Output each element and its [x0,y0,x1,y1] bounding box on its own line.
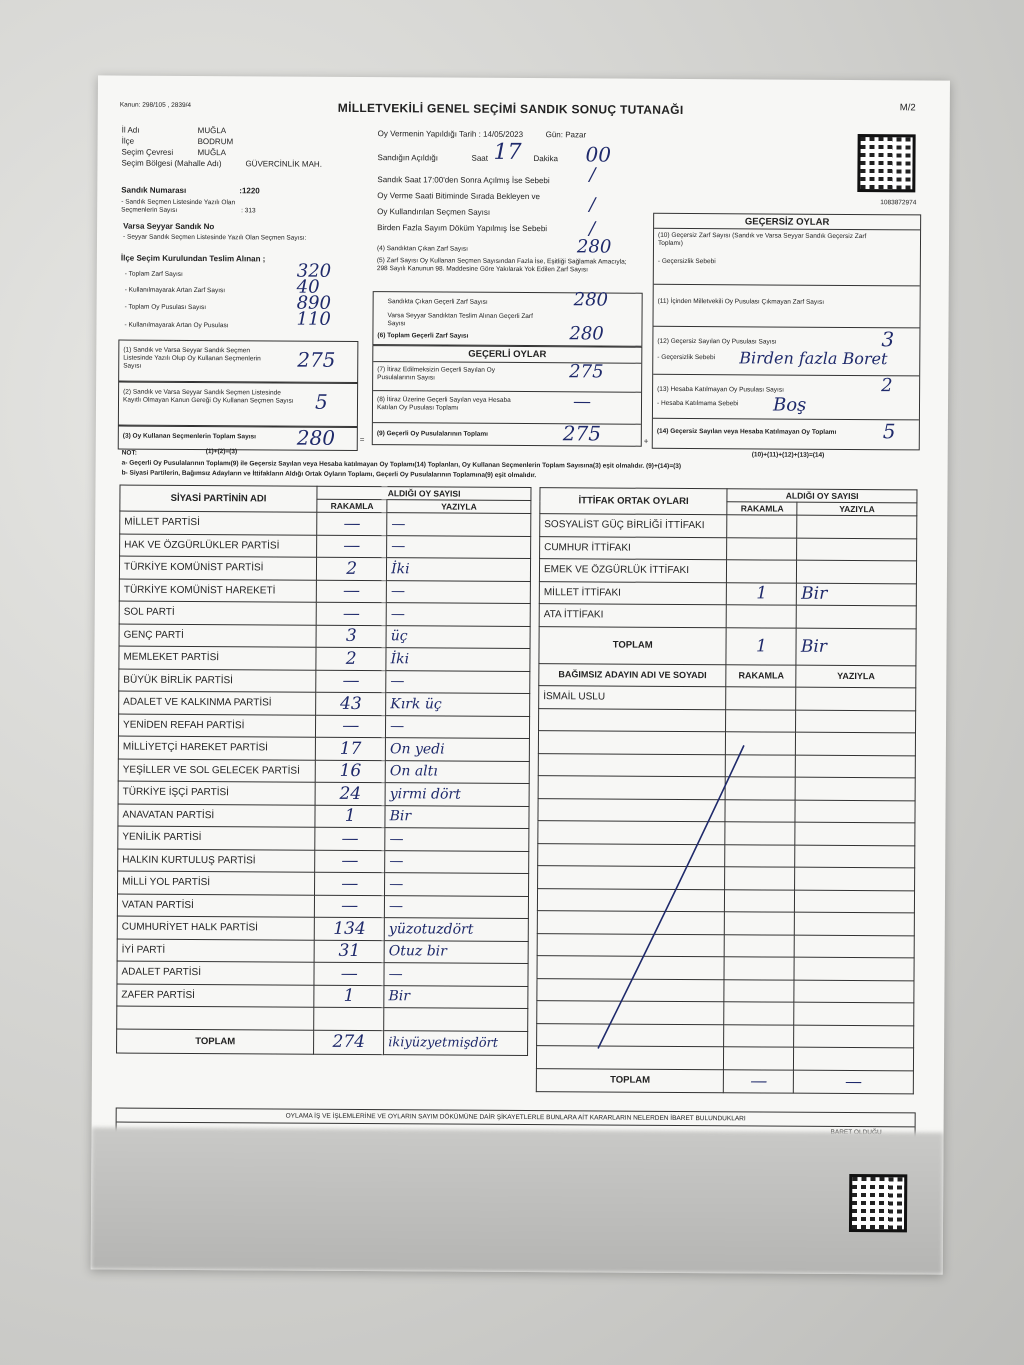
alliance-name: CUMHUR İTTİFAKI [540,536,728,560]
party-col-name: SİYASİ PARTİNİN ADI [120,485,317,512]
q-kullandirilan: Oy Kullandırılan Seçmen Sayısı [377,207,491,217]
indep-empty-cell [796,732,916,755]
q13-sebep-label: - Hesaba Katılmama Sebebi [656,399,739,408]
indep-empty-cell [795,800,915,823]
party-row [117,1006,528,1031]
formula-left: (1)+(2)=(3) [205,448,238,456]
q4-label: (4) Sandıktan Çıkan Zarf Sayısı [376,245,469,253]
indep-votes-num [726,687,796,710]
party-name [117,1006,314,1030]
party-name: VATAN PARTİSİ [117,894,314,918]
party-votes-num: 17 [316,737,386,760]
gecerli-oylar-box [372,345,643,447]
party-votes-num: 134 [314,917,384,940]
party-row [119,669,530,694]
q7-label: (7) İtiraz Edilmeksizin Geçerli Sayılan Oy Pusulalarının Sayısı [377,366,496,382]
gecersiz-title: GEÇERSİZ OYLAR [744,216,830,228]
party-row [119,601,530,626]
count-value-1: 275 [297,347,336,372]
party-votes-num: — [317,512,387,535]
party-votes-num: — [315,827,385,850]
sandik-label: Sandık Numarası [121,185,187,195]
party-votes-text: — [386,603,530,626]
count-label-1: (1) Sandık ve Varsa Seyyar Sandık Seçmen Listesinde Yazılı Olup Oy Kullanan Seçmenlerin Sayısı [123,346,261,370]
indep-empty-cell [794,935,914,958]
party-name: MİLLİYETÇİ HAREKET PARTİSİ [118,736,315,760]
alliance-votes-num [727,537,797,560]
count-value-3: 280 [296,425,336,450]
party-votes-text: İki [387,558,531,581]
q12-sebep: Birden fazla Boret [739,348,888,369]
alliance-votes-num [727,515,797,538]
party-votes-text [384,1008,528,1031]
alliance-name: MİLLET İTTİFAKI [539,581,727,605]
alliance-votes-text [796,605,916,628]
dakika-label: Dakika [533,154,558,164]
q7-value: 275 [569,361,604,383]
party-name: HAK VE ÖZGÜRLÜKLER PARTİSİ [120,534,317,558]
saat-value: 17 [493,139,522,165]
party-col-num: RAKAMLA [317,499,387,512]
party-row [120,511,531,536]
plus-sign: + [643,436,649,446]
party-votes-num: 2 [317,557,387,580]
teslim-label-1: - Kullanılmayarak Artan Zarf Sayısı [124,286,226,295]
count-label-2: (2) Sandık ve Varsa Seyyar Sandık Seçmen Listesinde Kayıtlı Olmayan Kanun Gereği Oy Kullanan Seçmen Sayısı [123,388,294,405]
alliance-row [540,514,917,539]
bolge-value: GÜVERCİNLİK MAH. [245,159,322,169]
indep-col-name: BAĞIMSIZ ADAYIN ADI VE SOYADI [539,663,727,687]
q9-label: (9) Geçerli Oy Pusulalarının Toplamı [376,430,488,438]
party-votes-num: — [317,580,387,603]
count-box-1 [118,340,358,383]
party-total-num: 274 [314,1030,384,1054]
kanun-ref: Kanun: 298/105 , 2839/4 [119,101,192,109]
indep-col-text: YAZIYLA [796,665,916,688]
party-votes-text: yirmi dört [385,783,529,806]
party-votes-num: — [316,715,386,738]
party-votes-num [314,1007,384,1030]
party-name: SOL PARTİ [119,601,316,625]
alliance-col-num: RAKAMLA [727,502,797,515]
il-label: İl Adı [121,125,140,135]
party-name: TÜRKİYE KOMÜNİST HAREKETİ [119,579,316,603]
party-name: TÜRKİYE KOMÜNİST PARTİSİ [119,556,316,580]
q6-value: 280 [569,323,604,345]
party-votes-num: 2 [316,647,386,670]
party-votes-num: 43 [316,692,386,715]
a-sayim: / [589,218,596,240]
blurred-signatures [91,1127,944,1274]
liste-label: - Sandık Seçmen Listesinde Yazılı Olan Seçmenlerin Sayısı [121,198,236,214]
teslim-label-0: - Toplam Zarf Sayısı [124,270,183,278]
indep-name: İSMAİL USLU [539,686,727,710]
party-name: MİLLET PARTİSİ [120,511,317,535]
indep-empty-cell [796,755,916,778]
alliance-name: ATA İTTİFAKI [539,604,727,628]
party-row [119,556,530,581]
indep-empty-cell [539,708,727,732]
party-votes-text: — [386,715,530,738]
alliance-row [539,581,916,606]
barcode-number: 1083872974 [880,199,917,207]
q13-sebep: Boş [772,394,807,416]
alliance-name: SOSYALİST GÜÇ BİRLİĞİ İTTİFAKI [540,514,728,538]
gecerli-zarf-box [372,291,642,347]
note-label: NOT: [121,449,137,457]
party-votes-text: On altı [385,760,529,783]
party-name: YEŞİLLER VE SOL GELECEK PARTİSİ [118,759,315,783]
q12-sebep-label: - Geçersizlik Sebebi [657,353,716,362]
seyyar-label: Varsa Seyyar Sandık No [123,221,215,232]
indep-empty-cell [796,710,916,733]
party-votes-text: yüzotuzdört [384,918,528,941]
alliance-total-num: 1 [726,627,796,664]
cevre-value: MUĞLA [197,148,227,158]
saat-label: Saat [471,153,489,163]
a-sebep1: / [589,164,596,186]
party-name: MİLLİ YOL PARTİSİ [118,871,315,895]
indep-row [539,686,916,711]
teslim-label-2: - Toplam Oy Pusulası Sayısı [124,303,207,312]
q-bekleyen: Oy Verme Saati Bitiminde Sırada Bekleyen ve [377,191,541,202]
party-votes-num: — [317,535,387,558]
q12-label: (12) Geçersiz Sayılan Oy Pusulası Sayısı [657,337,777,346]
count-box-2 [118,382,358,427]
party-votes-num: — [315,895,385,918]
indep-empty-cell [795,912,915,935]
acildigi-label: Sandığın Açıldığı [377,153,439,163]
il-value: MUĞLA [197,126,227,136]
party-votes-num: — [314,962,384,985]
indep-votes-text [796,687,916,710]
teslim-label-3: - Kullanılmayarak Artan Oy Pusulası [124,321,229,330]
q12-value: 3 [881,327,895,352]
indep-empty-cell [794,957,914,980]
party-votes-text: — [387,535,531,558]
party-votes-text: — [384,963,528,986]
party-row [118,826,529,851]
indep-empty-cell [795,890,915,913]
party-votes-num: — [316,670,386,693]
party-row [119,691,530,716]
form-code: M/2 [899,102,916,114]
q10-label: (10) Geçersiz Zarf Sayısı (Sandık ve Varsa Seyyar Sandık Geçersiz Zarf Toplamı) [657,231,867,247]
form-title: MİLLETVEKİLİ GENEL SEÇİMİ SANDIK SONUÇ TUTANAĞI [337,100,684,117]
party-col-votes: ALDIĞI OY SAYISI [317,486,531,500]
party-row [118,804,529,829]
party-votes-text: Kırk üç [386,693,530,716]
party-name: ANAVATAN PARTİSİ [118,804,315,828]
party-name: YENİDEN REFAH PARTİSİ [118,714,315,738]
party-votes-num: 16 [315,760,385,783]
formula-right: (10)+(11)+(12)+(13)=(14) [751,451,825,459]
q13-label: (13) Hesaba Katılmayan Oy Pusulası Sayısı [657,385,784,394]
party-name: ZAFER PARTİSİ [117,984,314,1008]
party-votes-text: — [387,513,531,536]
party-votes-text: İki [386,648,530,671]
alliance-votes-text: Bir [797,583,917,606]
alliance-votes-num [727,560,797,583]
q5-label: (5) Zarf Sayısı Oy Kullanan Seçmen Sayısından Fazla İse, Eşitliği Sağlamak Amacıyla; 298 Sayılı Kanunun 98. Maddesine Göre Yakılarak Yok Edilen Zarf Sayısı [376,257,627,274]
party-name: ADALET VE KALKINMA PARTİSİ [119,691,316,715]
party-votes-num: 24 [315,782,385,805]
indep-empty-cell [795,822,915,845]
party-name: GENÇ PARTİ [119,624,316,648]
party-votes-num: — [315,872,385,895]
party-row [119,646,530,671]
cancel-slash-line [592,738,754,1059]
gun: Gün: Pazar [545,130,587,140]
alliance-row [539,559,916,584]
gecerli-zarf-value: 280 [573,289,609,311]
indep-total-label: TOPLAM [536,1068,724,1092]
qr-code-bottom [849,1174,907,1232]
party-name: BÜYÜK BİRLİK PARTİSİ [119,669,316,693]
indep-empty-cell [794,1025,914,1048]
a-kullandirilan: / [589,194,596,216]
indep-empty-cell [795,777,915,800]
party-votes-num: 1 [315,805,385,828]
party-votes-num: — [315,850,385,873]
party-votes-num: 31 [314,940,384,963]
party-table [116,485,531,1056]
teslim-value-0: 320 [296,260,332,282]
gecerli-zarf-label: Sandıkta Çıkan Geçerli Zarf Sayısı [387,298,488,306]
party-name: HALKIN KURTULUŞ PARTİSİ [118,849,315,873]
qr-code-top [857,134,915,192]
party-row [117,939,528,964]
teslim-title: İlçe Seçim Kurulundan Teslim Alınan ; [120,253,266,264]
party-row [118,871,529,896]
party-votes-text: — [385,850,529,873]
q-sayim: Birden Fazla Sayım Döküm Yapılmış İse Sebebi [377,223,548,234]
cevre-label: Seçim Çevresi [121,147,174,157]
party-row [118,781,529,806]
alliance-votes-num: 1 [727,582,797,605]
party-row [117,894,528,919]
count-value-2: 5 [314,389,328,414]
election-result-form [91,75,950,1274]
q10-sebep-label: - Geçersizlik Sebebi [657,257,716,266]
party-votes-text: — [385,895,529,918]
q14-value: 5 [882,419,896,444]
party-votes-text: üç [386,625,530,648]
alliance-total-text: Bir [796,628,916,666]
seyyar-zarf-label: Varsa Seyyar Sandıktan Teslim Alınan Geçerli Zarf Sayısı [387,312,533,328]
party-row [117,984,528,1009]
note-a: a- Geçerli Oy Pusulalarının Toplamı(9) ile Geçersiz Sayılan veya Hesaba katılmayan Oy Toplamı(14) Toplanları, Oy Kullanan Seçmenlerin Toplam Sayısına(3) eşit olmalıdır. (9)+(14)=(3) [121,459,682,470]
sandik-value: :1220 [239,186,260,196]
q14-label: (14) Geçersiz Sayılan veya Hesaba Katılmayan Oy Toplamı [656,427,837,436]
party-votes-text: Bir [385,805,529,828]
alliance-votes-num [727,605,797,628]
q4-value: 280 [576,236,612,258]
party-votes-text: — [385,828,529,851]
alliance-name: EMEK VE ÖZGÜRLÜK İTTİFAKI [539,559,727,583]
note-b: b- Siyasi Partilerin, Bağımsız Adayların ve İttifakların Aldığı Ortak Oyların Toplamı, Geçerli Oy Pusulalarının Toplamına(9) eşit olmalıdır. [121,469,537,480]
alliance-total-label: TOPLAM [539,626,727,664]
q6-label: (6) Toplam Geçerli Zarf Sayısı [377,332,469,340]
party-name: İYİ PARTİ [117,939,314,963]
indep-empty-cell [794,1002,914,1025]
party-votes-text: Bir [384,985,528,1008]
teslim-value-3: 110 [296,308,331,330]
party-row [117,916,528,941]
alliance-col-votes: ALDIĞI OY SAYISI [727,489,917,503]
teslim-value-2: 890 [296,292,332,314]
indep-total-text: — [794,1070,914,1094]
party-total-label: TOPLAM [117,1029,314,1054]
alliance-votes-text [797,538,917,561]
count-label-3: (3) Oy Kullanan Seçmenlerin Toplam Sayısı [122,432,256,441]
party-votes-text: — [386,670,530,693]
q8-value: — [572,391,592,413]
seyyar-liste-label: - Seyyar Sandık Seçmen Listesinde Yazılı Olan Seçmen Sayısı: [122,233,307,242]
alliance-votes-text [797,560,917,583]
party-row [120,534,531,559]
ilce-value: BODRUM [197,137,234,147]
party-row [119,624,530,649]
ilce-label: İlçe [121,136,135,146]
indep-empty-cell [726,709,796,732]
alliance-row [539,604,916,629]
equals-sign: = [359,435,365,445]
party-votes-num: 1 [314,985,384,1008]
indep-col-num: RAKAMLA [726,664,796,687]
party-row [118,714,529,739]
party-total-text: ikiyüzyetmişdört [384,1030,528,1055]
party-row [117,961,528,986]
party-row [118,849,529,874]
party-name: ADALET PARTİSİ [117,961,314,985]
party-row [118,736,529,761]
q8-label: (8) İtiraz Üzerine Geçerli Sayılan veya Hesaba Katılan Oy Pusulası Toplamı [376,396,511,412]
q13-value: 2 [881,375,893,397]
party-name: TÜRKİYE İŞÇİ PARTİSİ [118,781,315,805]
party-row [118,759,529,784]
q-sebep1: Sandık Saat 17:00'den Sonra Açılmış İse Sebebi [377,175,550,186]
alliance-col-name: İTTİFAK ORTAK OYLARI [540,488,728,515]
q9-value: 275 [562,421,602,446]
party-name: MEMLEKET PARTİSİ [119,646,316,670]
alliance-row [540,536,917,561]
party-name: CUMHURİYET HALK PARTİSİ [117,916,314,940]
party-votes-text: Otuz bir [384,940,528,963]
indep-empty-row [539,708,916,733]
complaint-title: OYLAMA İŞ VE İŞLEMLERİNE VE OYLARIN SAYIM DÖKÜMÜNE DAİR ŞİKAYETLERLE BUNLARA AİT KARARLARIN NELERDEN İBARET BULUNDUKLARI [285,1112,746,1123]
liste-value: : 313 [241,207,256,215]
indep-empty-cell [795,867,915,890]
indep-empty-cell [794,1047,914,1070]
party-row [119,579,530,604]
party-col-text: YAZIYLA [387,500,531,514]
indep-empty-cell [794,980,914,1003]
party-votes-text: — [385,873,529,896]
indep-empty-cell [795,845,915,868]
gecerli-title: GEÇERLİ OYLAR [468,348,547,361]
dakika-value: 00 [585,142,612,167]
gecersiz-oylar-box [652,213,921,451]
party-name: YENİLİK PARTİSİ [118,826,315,850]
tarih: Oy Vermenin Yapıldığı Tarih : 14/05/2023 [377,129,524,139]
alliance-votes-text [797,515,917,538]
alliance-col-text: YAZIYLA [797,502,917,516]
q11-label: (11) İçinden Milletvekili Oy Pusulası Çıkmayan Zarf Sayısı [657,297,825,306]
bolge-label: Seçim Bölgesi (Mahalle Adı) [121,158,222,169]
party-votes-text: On yedi [385,738,529,761]
party-votes-text: — [386,580,530,603]
party-votes-num: — [316,602,386,625]
indep-total-num: — [724,1069,794,1092]
teslim-value-1: 40 [296,276,320,298]
party-votes-num: 3 [316,625,386,648]
count-box-3 [118,426,358,451]
